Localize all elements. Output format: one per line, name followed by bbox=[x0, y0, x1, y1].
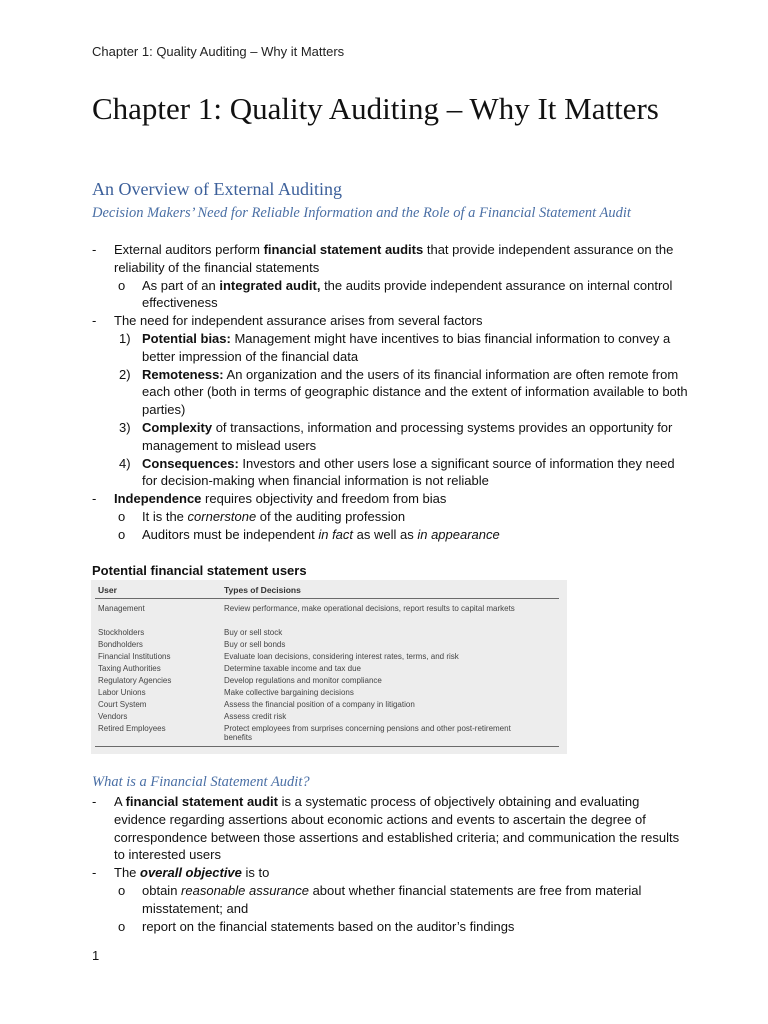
subbullet-integrated-audit bbox=[92, 277, 692, 313]
audit-definition-bullets bbox=[92, 793, 692, 935]
bold-term: Potential bias: bbox=[142, 330, 231, 346]
italic-term: reasonable assurance bbox=[181, 882, 309, 898]
bullet-financial-statement-audits bbox=[92, 241, 692, 277]
bold-term: financial statement audits bbox=[263, 242, 424, 257]
table-cell-decision: Assess the financial position of a company in litigation bbox=[224, 700, 415, 709]
o-marker: o bbox=[118, 277, 126, 293]
table-rule bbox=[95, 598, 559, 599]
numbered-consequences bbox=[92, 455, 692, 491]
o-marker: o bbox=[118, 918, 126, 934]
text: It is the bbox=[142, 508, 188, 524]
table-cell-user: Retired Employees bbox=[98, 724, 166, 733]
subbullet-reasonable-assurance bbox=[92, 882, 692, 918]
table-cell-user: Labor Unions bbox=[98, 688, 146, 697]
dash-marker: - bbox=[92, 794, 97, 809]
table-cell-user: Bondholders bbox=[98, 640, 143, 649]
text: External auditors perform bbox=[114, 242, 264, 257]
table-cell-user: Vendors bbox=[98, 712, 128, 721]
table-cell-decision: Assess credit risk bbox=[224, 712, 287, 721]
subheading-what-is-audit: What is a Financial Statement Audit? bbox=[92, 774, 310, 790]
text: the audits provide independent assurance on internal control effectiveness bbox=[142, 277, 673, 311]
subheading-decision-makers: Decision Makers’ Need for Reliable Information and the Role of a Financial Statement Audit bbox=[92, 205, 631, 221]
number-marker: 1) bbox=[119, 330, 131, 346]
bold-term: Consequences: bbox=[142, 455, 239, 471]
text: of transactions, information and processing systems provides an opportunity for management to mislead users bbox=[142, 419, 673, 453]
users-table bbox=[91, 580, 567, 754]
bold-italic-term: overall objective bbox=[140, 865, 242, 881]
text: is a systematic process of objectively obtaining and evaluating evidence regarding assertions about economic actions and events to ascertain the degree of correspondence between those assertions and established criteria; and communication the results to interested users bbox=[114, 794, 680, 863]
text: As part of an bbox=[142, 277, 220, 293]
table-cell-user: Management bbox=[98, 604, 145, 613]
table-cell-decision: Determine taxable income and tax due bbox=[224, 664, 361, 673]
table-cell-decision: Buy or sell bonds bbox=[224, 640, 286, 649]
text: Investors and other users lose a significant source of information they need for decision-making when financial information is not reliable bbox=[142, 455, 675, 489]
italic-term: in appearance bbox=[417, 526, 500, 542]
text: The need for independent assurance arises from several factors bbox=[114, 313, 483, 329]
bold-term: Independence bbox=[114, 491, 202, 507]
overview-bullets bbox=[92, 241, 692, 544]
table-cell-user: Court System bbox=[98, 700, 147, 709]
text: report on the financial statements based on the auditor’s findings bbox=[142, 918, 515, 934]
subbullet-report bbox=[92, 918, 692, 936]
number-marker: 2) bbox=[119, 366, 131, 382]
text: that provide independent assurance on the reliability of the financial statements bbox=[114, 242, 674, 275]
bullet-audit-definition bbox=[92, 793, 692, 864]
table-rule bbox=[95, 746, 559, 747]
text: An organization and the users of its financial information are often remote from each other (both in terms of geographic distance and the extent of information available to both parties) bbox=[142, 366, 688, 418]
table-cell-decision: Make collective bargaining decisions bbox=[224, 688, 354, 697]
dash-marker: - bbox=[92, 313, 97, 329]
table-cell-decision: Protect employees from surprises concerning pensions and other post-retirement benefits bbox=[224, 724, 511, 742]
table-header-decisions: Types of Decisions bbox=[224, 585, 301, 595]
table-cell-user: Regulatory Agencies bbox=[98, 676, 172, 685]
bold-term: Remoteness: bbox=[142, 366, 224, 382]
bold-term: integrated audit, bbox=[219, 277, 321, 293]
subbullet-cornerstone bbox=[92, 508, 692, 526]
numbered-remoteness bbox=[92, 366, 692, 419]
section-heading-overview: An Overview of External Auditing bbox=[92, 179, 342, 199]
table-cell-user: Taxing Authorities bbox=[98, 664, 161, 673]
table-header-user: User bbox=[98, 585, 117, 595]
dash-marker: - bbox=[92, 865, 97, 881]
table-cell-user: Financial Institutions bbox=[98, 652, 171, 661]
italic-term: in fact bbox=[318, 526, 354, 542]
number-marker: 4) bbox=[119, 455, 131, 471]
running-header: Chapter 1: Quality Auditing – Why it Matters bbox=[92, 44, 345, 59]
bullet-independent-assurance bbox=[92, 312, 692, 330]
text: about whether financial statements are free from material misstatement; and bbox=[142, 882, 642, 916]
bold-term: financial statement audit bbox=[125, 794, 278, 809]
text: obtain bbox=[142, 882, 182, 898]
text: The bbox=[114, 865, 141, 881]
o-marker: o bbox=[118, 882, 126, 898]
text: Auditors must be independent bbox=[142, 526, 319, 542]
table-cell-decision: Review performance, make operational decisions, report results to capital markets bbox=[224, 604, 515, 613]
bullet-overall-objective bbox=[92, 864, 692, 882]
text: of the auditing profession bbox=[256, 508, 406, 524]
text: requires objectivity and freedom from bias bbox=[201, 491, 447, 507]
bold-term: Complexity bbox=[142, 419, 213, 435]
bullet-independence bbox=[92, 490, 692, 508]
dash-marker: - bbox=[92, 242, 97, 257]
subbullet-independent-in-fact bbox=[92, 526, 692, 544]
chapter-title: Chapter 1: Quality Auditing – Why It Matters bbox=[92, 91, 659, 126]
page-number: 1 bbox=[92, 948, 100, 963]
text: A bbox=[114, 794, 126, 809]
table-cell-user: Stockholders bbox=[98, 628, 145, 637]
text: is to bbox=[241, 865, 270, 881]
table-cell-decision: Buy or sell stock bbox=[224, 628, 283, 637]
table-cell-decision: Evaluate loan decisions, considering interest rates, terms, and risk bbox=[224, 652, 459, 661]
o-marker: o bbox=[118, 526, 126, 542]
text: as well as bbox=[353, 526, 418, 542]
table-title: Potential financial statement users bbox=[92, 563, 307, 578]
italic-term: cornerstone bbox=[187, 508, 257, 524]
table-cell-decision: Develop regulations and monitor compliance bbox=[224, 676, 382, 685]
number-marker: 3) bbox=[119, 419, 131, 435]
o-marker: o bbox=[118, 508, 126, 524]
dash-marker: - bbox=[92, 491, 97, 507]
text: Management might have incentives to bias financial information to convey a better impression of the financial data bbox=[142, 330, 671, 364]
numbered-complexity bbox=[92, 419, 692, 455]
numbered-potential-bias bbox=[92, 330, 692, 366]
